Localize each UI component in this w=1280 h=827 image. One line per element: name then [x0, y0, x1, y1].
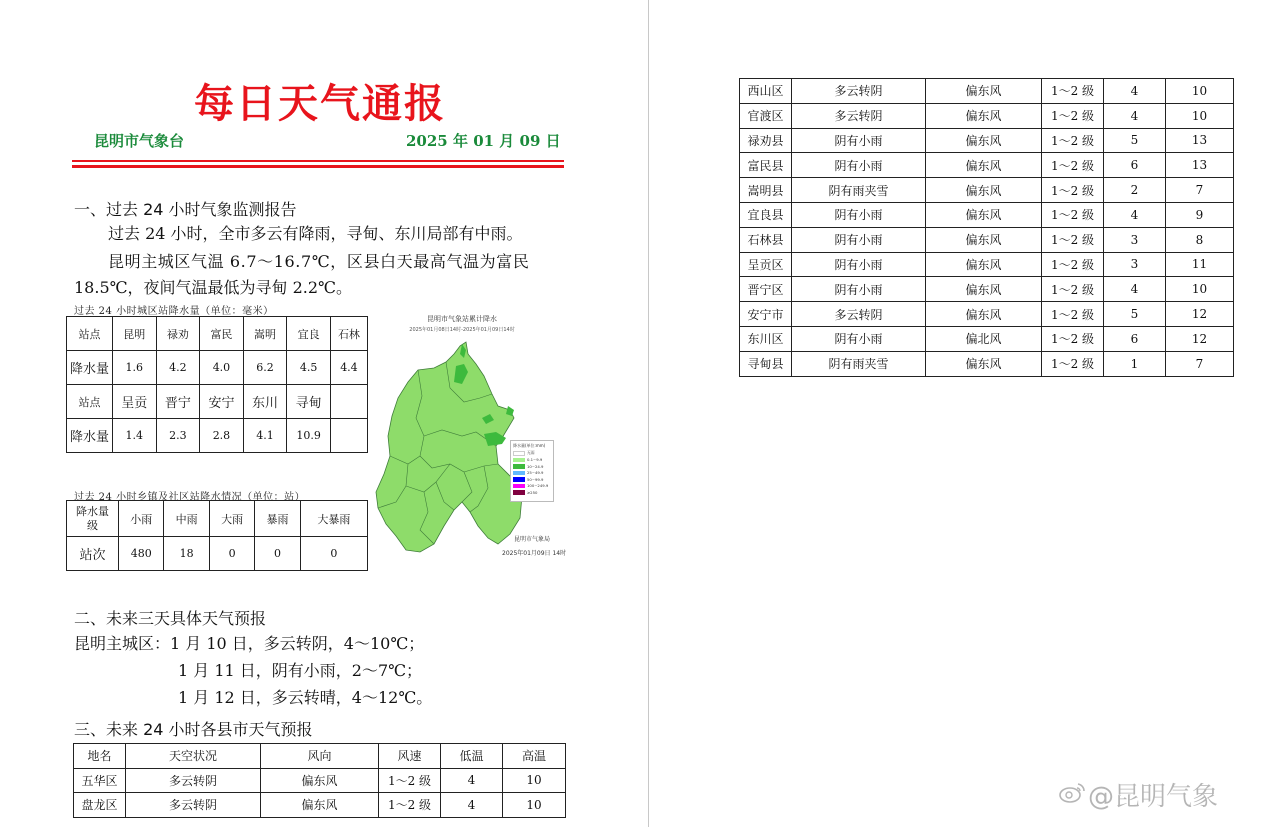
table-row [740, 326, 1234, 351]
table-row [740, 252, 1234, 277]
table-cell: 偏北风 [926, 326, 1042, 351]
table-cell: 多云转阴 [792, 302, 926, 327]
legend-swatch [513, 484, 525, 489]
table-cell: 寻甸县 [740, 351, 792, 376]
column-header: 风速 [379, 744, 441, 769]
table-cell: 1～2 级 [1042, 103, 1104, 128]
grade-table [66, 500, 368, 571]
table-cell: 阴有小雨 [792, 153, 926, 178]
weibo-logo-icon [1058, 780, 1086, 804]
table-row [67, 537, 368, 571]
table-cell: 4.0 [200, 351, 244, 385]
table-cell: 富民 [200, 317, 244, 351]
table-cell: 大暴雨 [300, 501, 367, 537]
table-cell: 阴有小雨 [792, 277, 926, 302]
table-cell: 2.3 [156, 419, 200, 453]
table-header-row [74, 744, 566, 769]
table-cell: 东川区 [740, 326, 792, 351]
red-rule [72, 160, 564, 162]
county-forecast-table [73, 743, 566, 818]
table-cell: 10 [503, 793, 566, 818]
table-cell: 偏东风 [926, 128, 1042, 153]
rain-table-caption: 过去 24 小时城区站降水量（单位：毫米） [74, 306, 274, 317]
table-cell: 9 [1166, 202, 1234, 227]
table-cell: 偏东风 [926, 277, 1042, 302]
table-cell: 降水量 [67, 351, 113, 385]
table-cell: 0 [255, 537, 300, 571]
table-cell: 东川 [243, 385, 287, 419]
table-cell: 多云转阴 [792, 79, 926, 104]
table-cell: 4 [441, 793, 503, 818]
table-cell: 阴有雨夹雪 [792, 351, 926, 376]
table-cell: 1～2 级 [1042, 202, 1104, 227]
table-cell: 13 [1166, 128, 1234, 153]
rain-table [66, 316, 368, 453]
grade-table-caption: 过去 24 小时乡镇及社区站降水情况（单位：站） [74, 492, 306, 503]
table-cell: 禄劝 [156, 317, 200, 351]
table-cell [330, 419, 367, 453]
legend-label: 50~99.9 [527, 476, 544, 482]
table-row [74, 768, 566, 793]
table-cell: 1～2 级 [1042, 277, 1104, 302]
table-row [740, 227, 1234, 252]
table-row [67, 351, 368, 385]
table-cell: 3 [1104, 252, 1166, 277]
table-cell: 石林 [330, 317, 367, 351]
legend-label: 10~24.9 [527, 463, 544, 469]
table-cell: 暴雨 [255, 501, 300, 537]
table-cell: 多云转阴 [792, 103, 926, 128]
table-row [67, 385, 368, 419]
table-row [740, 128, 1234, 153]
rainfall-map [372, 306, 582, 561]
table-cell: 石林县 [740, 227, 792, 252]
table-row [740, 277, 1234, 302]
map-footer-agency: 昆明市气象局 [514, 536, 551, 543]
table-cell: 偏东风 [926, 202, 1042, 227]
table-cell: 5 [1104, 302, 1166, 327]
table-cell: 多云转阴 [126, 768, 261, 793]
table-cell: 晋宁区 [740, 277, 792, 302]
county-forecast-table-continued [739, 78, 1234, 377]
table-cell: 4 [1104, 277, 1166, 302]
table-cell: 偏东风 [926, 302, 1042, 327]
table-cell: 1～2 级 [1042, 178, 1104, 203]
legend-swatch [513, 451, 525, 456]
table-cell: 13 [1166, 153, 1234, 178]
column-header: 风向 [261, 744, 379, 769]
table-cell: 2 [1104, 178, 1166, 203]
page-divider [648, 0, 649, 827]
table-cell: 1～2 级 [1042, 153, 1104, 178]
map-footer-time: 2025年01月09日 14时 [502, 550, 567, 557]
table-row [740, 79, 1234, 104]
table-cell: 偏东风 [926, 351, 1042, 376]
table-cell: 安宁市 [740, 302, 792, 327]
table-cell: 阴有小雨 [792, 326, 926, 351]
table-cell: 1～2 级 [1042, 79, 1104, 104]
table-row [740, 302, 1234, 327]
table-cell: 1～2 级 [1042, 128, 1104, 153]
legend-label: 无雨 [527, 450, 535, 456]
section1-para1: 过去 24 小时，全市多云有降雨，寻甸、东川局部有中雨。 [108, 224, 523, 243]
map-legend [510, 440, 554, 502]
table-cell: 昆明 [113, 317, 157, 351]
map-subtitle: 2025年01月08日14时-2025年01月09日14时 [409, 327, 515, 333]
table-cell: 2.8 [200, 419, 244, 453]
table-row [67, 419, 368, 453]
table-cell: 大雨 [209, 501, 254, 537]
table-cell: 4 [1104, 103, 1166, 128]
table-cell: 偏东风 [261, 768, 379, 793]
table-cell: 1～2 级 [1042, 252, 1104, 277]
table-cell: 嵩明县 [740, 178, 792, 203]
table-cell: 寻甸 [287, 385, 331, 419]
table-row [74, 793, 566, 818]
table-cell: 阴有小雨 [792, 227, 926, 252]
table-cell: 11 [1166, 252, 1234, 277]
table-cell: 7 [1166, 178, 1234, 203]
table-cell: 1～2 级 [379, 793, 441, 818]
report-title: 每日天气通报 [194, 80, 446, 127]
table-cell: 3 [1104, 227, 1166, 252]
table-row [740, 202, 1234, 227]
table-cell: 嵩明 [243, 317, 287, 351]
table-cell: 4.5 [287, 351, 331, 385]
table-cell: 阴有雨夹雪 [792, 178, 926, 203]
table-cell: 4 [441, 768, 503, 793]
legend-item [513, 489, 551, 496]
table-cell: 小雨 [119, 501, 164, 537]
table-cell: 晋宁 [156, 385, 200, 419]
table-cell: 0 [300, 537, 367, 571]
table-cell: 1～2 级 [1042, 302, 1104, 327]
table-cell: 阴有小雨 [792, 128, 926, 153]
table-cell: 宜良县 [740, 202, 792, 227]
table-cell: 10.9 [287, 419, 331, 453]
legend-swatch [513, 458, 525, 463]
table-cell: 宜良 [287, 317, 331, 351]
legend-swatch [513, 464, 525, 469]
section1-para2-line2: 18.5℃，夜间气温最低为寻甸 2.2℃。 [74, 278, 352, 297]
forecast-line-1: 昆明主城区：1 月 10 日，多云转阴，4～10℃； [74, 634, 425, 653]
agency-name: 昆明市气象台 [94, 132, 185, 150]
section2-heading: 二、未来三天具体天气预报 [74, 609, 267, 628]
legend-label: ≥250 [527, 489, 538, 495]
table-cell: 偏东风 [926, 103, 1042, 128]
forecast-line-3: 1 月 12 日，多云转晴，4～12℃。 [178, 688, 433, 707]
table-cell: 10 [1166, 103, 1234, 128]
table-row [740, 103, 1234, 128]
table-cell: 1～2 级 [1042, 351, 1104, 376]
table-cell: 18 [164, 537, 209, 571]
table-cell: 4.2 [156, 351, 200, 385]
table-cell: 偏东风 [261, 793, 379, 818]
legend-label: 25~49.9 [527, 470, 544, 476]
table-cell: 阴有小雨 [792, 252, 926, 277]
table-cell: 1.4 [113, 419, 157, 453]
table-cell: 4.1 [243, 419, 287, 453]
table-row [67, 501, 368, 537]
table-cell: 降水量 [67, 419, 113, 453]
table-row [740, 351, 1234, 376]
column-header: 高温 [503, 744, 566, 769]
map-title: 昆明市气象站累计降水 [427, 315, 497, 323]
table-cell: 5 [1104, 128, 1166, 153]
table-cell: 4 [1104, 79, 1166, 104]
table-cell: 多云转阴 [126, 793, 261, 818]
table-cell: 盘龙区 [74, 793, 126, 818]
column-header: 地名 [74, 744, 126, 769]
table-cell: 1～2 级 [1042, 326, 1104, 351]
red-rule [72, 165, 564, 168]
table-cell: 禄劝县 [740, 128, 792, 153]
table-cell: 偏东风 [926, 79, 1042, 104]
legend-swatch [513, 477, 525, 482]
table-cell: 480 [119, 537, 164, 571]
table-row [67, 317, 368, 351]
table-cell: 官渡区 [740, 103, 792, 128]
legend-title: 降水量(单位:mm) [513, 443, 546, 448]
table-row [740, 178, 1234, 203]
table-cell: 站点 [67, 385, 113, 419]
section3-heading: 三、未来 24 小时各县市天气预报 [74, 720, 313, 739]
table-cell: 12 [1166, 302, 1234, 327]
table-cell: 偏东风 [926, 178, 1042, 203]
table-cell: 偏东风 [926, 252, 1042, 277]
legend-label: 0.1~9.9 [527, 457, 543, 463]
table-cell: 呈贡 [113, 385, 157, 419]
table-cell: 1.6 [113, 351, 157, 385]
table-cell: 0 [209, 537, 254, 571]
table-cell [330, 385, 367, 419]
table-cell: 安宁 [200, 385, 244, 419]
table-cell: 中雨 [164, 501, 209, 537]
table-cell: 7 [1166, 351, 1234, 376]
watermark: @昆明气象 [1088, 782, 1219, 812]
table-cell: 阴有小雨 [792, 202, 926, 227]
table-cell: 西山区 [740, 79, 792, 104]
table-cell: 6.2 [243, 351, 287, 385]
map-shape [372, 306, 582, 561]
table-cell: 10 [1166, 277, 1234, 302]
table-cell: 富民县 [740, 153, 792, 178]
table-cell: 10 [503, 768, 566, 793]
column-header: 低温 [441, 744, 503, 769]
issue-date: 2025 年 01 月 09 日 [406, 132, 561, 150]
forecast-line-2: 1 月 11 日，阴有小雨，2～7℃； [178, 661, 423, 680]
column-header: 天空状况 [126, 744, 261, 769]
table-cell: 五华区 [74, 768, 126, 793]
section1-para2-line1: 昆明主城区气温 6.7～16.7℃，区县白天最高气温为富民 [108, 252, 530, 271]
table-cell: 6 [1104, 326, 1166, 351]
legend-label: 100~249.9 [527, 483, 549, 489]
table-cell: 偏东风 [926, 153, 1042, 178]
table-cell: 12 [1166, 326, 1234, 351]
table-cell: 呈贡区 [740, 252, 792, 277]
legend-swatch [513, 471, 525, 476]
legend-swatch [513, 490, 525, 495]
table-cell: 1 [1104, 351, 1166, 376]
table-cell: 1～2 级 [379, 768, 441, 793]
section1-heading: 一、过去 24 小时气象监测报告 [74, 200, 297, 219]
table-cell: 站次 [67, 537, 119, 571]
table-cell: 10 [1166, 79, 1234, 104]
table-cell: 降水量级 [67, 501, 119, 537]
table-cell: 6 [1104, 153, 1166, 178]
table-cell: 4.4 [330, 351, 367, 385]
table-cell: 1～2 级 [1042, 227, 1104, 252]
table-cell: 8 [1166, 227, 1234, 252]
table-cell: 偏东风 [926, 227, 1042, 252]
table-cell: 站点 [67, 317, 113, 351]
table-cell: 4 [1104, 202, 1166, 227]
table-row [740, 153, 1234, 178]
